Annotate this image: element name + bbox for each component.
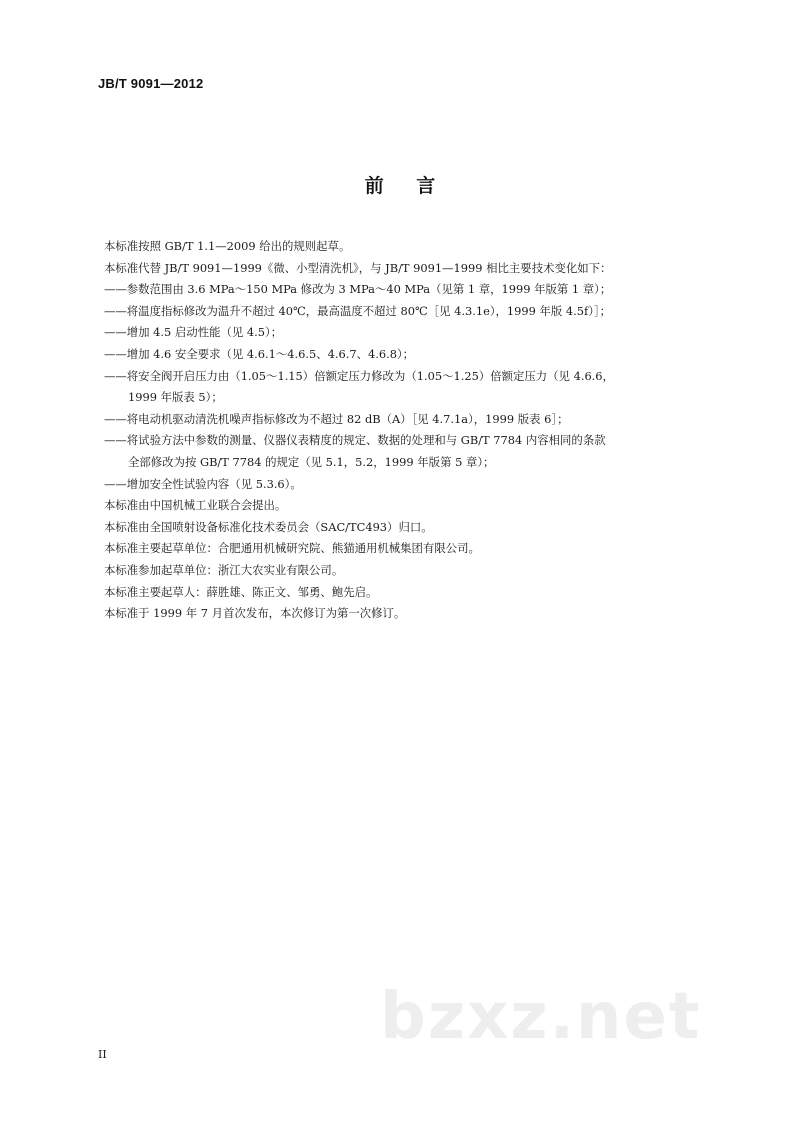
change-item-noise: ——将电动机驱动清洗机噪声指标修改为不超过 82 dB（A）［见 4.7.1a），1999 版表 6］； [104, 411, 569, 426]
page-title: 前 言 [364, 175, 436, 197]
paragraph-drafting-rules: 本标准按照 GB/T 1.1—2009 给出的规则起草。 [104, 239, 351, 253]
watermark: bzxz.net [380, 980, 702, 1054]
change-item-safety-valve: ——将安全阀开启压力由（1.05～1.15）倍额定压力修改为（1.05～1.25）倍额定压力（见 4.6.6， [104, 368, 614, 383]
change-item-startup: ——增加 4.5 启动性能（见 4.5）； [104, 325, 283, 340]
page-number: II [98, 1048, 107, 1061]
change-item-test-method-cont: 全部修改为按 GB/T 7784 的规定（见 5.1，5.2，1999 年版第 5 章）； [128, 454, 495, 469]
paragraph-main-drafters: 本标准主要起草人：薛胜雄、陈正文、邹勇、鲍先启。 [104, 584, 378, 599]
paragraph-main-drafters-org: 本标准主要起草单位：合肥通用机械研究院、熊猫通用机械集团有限公司。 [104, 541, 480, 556]
change-item-temperature: ——将温度指标修改为温升不超过 40℃，最高温度不超过 80℃［见 4.3.1e），1999 年版 4.5f）］； [104, 303, 612, 318]
document-code: JB/T 9091—2012 [98, 76, 204, 91]
paragraph-proposer: 本标准由中国机械工业联合会提出。 [104, 498, 287, 513]
change-item-test-method: ——将试验方法中参数的测量、仪器仪表精度的规定、数据的处理和与 GB/T 7784 内容相同的条款 [104, 433, 606, 448]
paragraph-participating-org: 本标准参加起草单位：浙江大农实业有限公司。 [104, 562, 344, 577]
change-item-safety: ——增加 4.6 安全要求（见 4.6.1～4.6.5、4.6.7、4.6.8）； [104, 346, 415, 361]
paragraph-history: 本标准于 1999 年 7 月首次发布，本次修订为第一次修订。 [104, 606, 406, 621]
change-item-parameter-range: ——参数范围由 3.6 MPa～150 MPa 修改为 3 MPa～40 MPa（见第 1 章，1999 年版第 1 章）； [104, 282, 612, 297]
change-item-safety-test: ——增加安全性试验内容（见 5.3.6）。 [104, 476, 302, 491]
change-item-safety-valve-cont: 1999 年版表 5）； [128, 390, 223, 405]
foreword-body [104, 236, 716, 625]
paragraph-committee: 本标准由全国喷射设备标准化技术委员会（SAC/TC493）归口。 [104, 519, 433, 534]
paragraph-replacement: 本标准代替 JB/T 9091—1999《微、小型清洗机》，与 JB/T 9091—1999 相比主要技术变化如下： [104, 260, 612, 275]
